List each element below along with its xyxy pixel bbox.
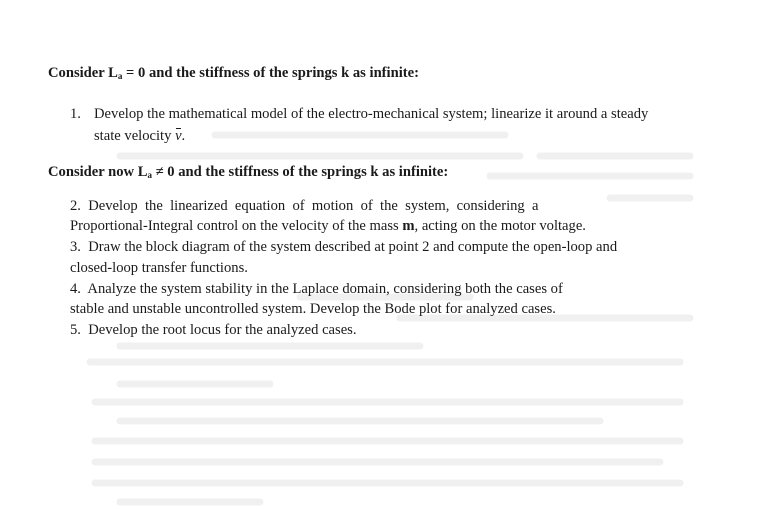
item-4-line-2: stable and unstable uncontrolled system. Develop the Bode plot for analyzed cases. — [70, 301, 556, 317]
heading-consider-la-zero: Consider $L_a = 0$ and the stiffness of the springs k as infinite: — [48, 65, 419, 81]
item-3-line-2: closed-loop transfer functions. — [70, 260, 248, 276]
item-2-line-2: Proportional-Integral control on the velocity of the mass m, acting on the motor voltage. — [70, 218, 586, 234]
item-1-line-1: 1. Develop the mathematical model of the electro-mechanical system; linearize it around a steady — [70, 106, 649, 122]
heading-consider-la-nonzero: Consider now $L_a \ne 0$ and the stiffness of the springs k as infinite: — [48, 164, 449, 180]
item-5-line-1: 5. Develop the root locus for the analyzed cases. — [70, 322, 357, 338]
item-3-line-1: 3. Draw the block diagram of the system described at point 2 and compute the open-loop and — [70, 239, 618, 255]
item-4-line-1: 4. Analyze the system stability in the Laplace domain, considering both the cases of — [70, 281, 563, 297]
item-1-line-2: state velocity v. — [94, 128, 186, 144]
item-2-line-1: 2. Develop the linearized equation of motion of the system, considering a — [70, 198, 539, 214]
